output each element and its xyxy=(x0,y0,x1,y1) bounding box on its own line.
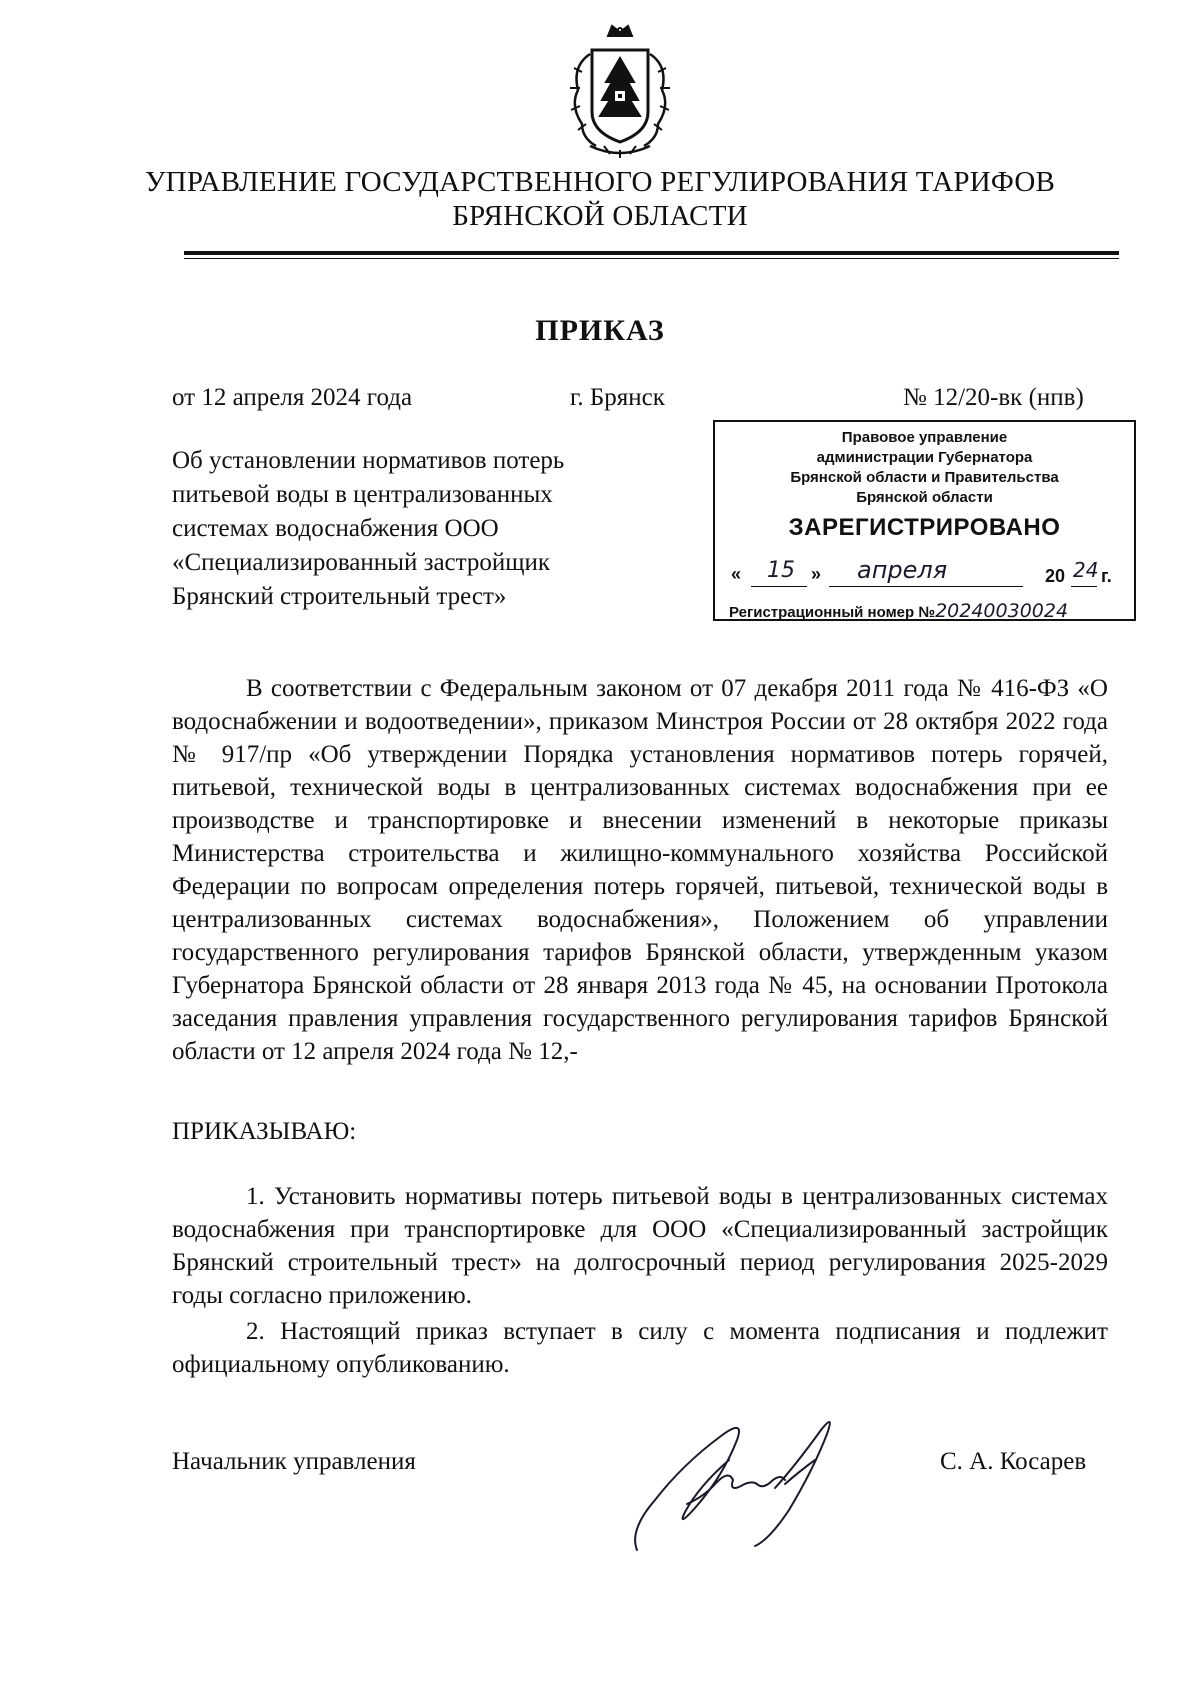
coat-of-arms-icon xyxy=(560,20,680,160)
stamp-quote-close: » xyxy=(811,564,822,584)
stamp-registered-label: ЗАРЕГИСТРИРОВАНО xyxy=(788,514,1061,541)
preamble-paragraph: В соответствии с Федеральным законом от 07 декабря 2011 года № 416-ФЗ «О водоснабжении и водоотведении», приказом Минстроя России от 28 октября 2022 года № 917/пр «Об утверждении Порядка установления нормативов потерь горячей, питьевой, технической воды в централизованных системах водоснабжения при ее производстве и транспортировке и внесении изменений в некоторые приказы Министерства строительства и жилищно-коммунального хозяйства Российской Федерации по вопросам определения потерь горячей, питьевой, технической воды в централизованных системах водоснабжения», Положением об управлении государственного регулирования тарифов Брянской области, утвержденным указом Губернатора Брянской области от 28 января 2013 года № 45, на основании Протокола заседания правления управления государственного регулирования тарифов Брянской области от 12 апреля 2024 года № 12,- xyxy=(172,675,1108,1065)
signatory-position: Начальник управления xyxy=(172,1448,416,1475)
stamp-registration-number: 20240030024 xyxy=(935,600,1069,622)
stamp-year-unit: г. xyxy=(1101,566,1112,586)
stamp-line2: администрации Губернатора xyxy=(816,449,1033,466)
document-title: ПРИКАЗ xyxy=(535,314,665,347)
organization-name-line1: УПРАВЛЕНИЕ ГОСУДАРСТВЕННОГО РЕГУЛИРОВАНИЯ ТАРИФОВ xyxy=(144,166,1056,198)
header-divider-thick xyxy=(184,251,1119,255)
stamp-date-row xyxy=(715,556,1134,590)
stamp-registration-row xyxy=(729,600,1068,622)
stamp-day-underline xyxy=(751,586,807,587)
order-subject: Об установлении нормативов потерь питьевой воды в централизованных системах водоснабжения ООО «Специализированный застройщик Брянский строительный трест» xyxy=(172,447,565,610)
stamp-year-underline xyxy=(1071,586,1097,587)
order-date: от 12 апреля 2024 года xyxy=(172,384,413,411)
stamp-line3: Брянской области и Правительства xyxy=(790,469,1059,486)
stamp-month-underline xyxy=(829,586,1023,587)
signatory-name: С. А. Косарев xyxy=(940,1448,1087,1475)
stamp-month: апреля xyxy=(857,556,948,584)
registration-stamp xyxy=(713,420,1136,621)
stamp-quote-open: « xyxy=(731,564,742,584)
command-word: ПРИКАЗЫВАЮ: xyxy=(172,1118,357,1145)
order-item-2: 2. Настоящий приказ вступает в силу с момента подписания и подлежит официальному опубликованию. xyxy=(172,1318,1108,1378)
stamp-day: 15 xyxy=(767,558,795,583)
order-item-1: 1. Установить нормативы потерь питьевой воды в централизованных системах водоснабжения при транспортировке для ООО «Специализированный застройщик Брянский строительный трест» на долгосрочный период регулирования 2025-2029 годы согласно приложению. xyxy=(172,1183,1108,1309)
order-city: г. Брянск xyxy=(570,384,665,411)
stamp-line1: Правовое управление xyxy=(841,429,1008,446)
stamp-year-prefix: 20 xyxy=(1045,566,1066,586)
organization-name-line2: БРЯНСКОЙ ОБЛАСТИ xyxy=(452,200,748,232)
stamp-line4: Брянской области xyxy=(856,489,993,506)
stamp-registration-label: Регистрационный номер № xyxy=(729,604,936,621)
handwritten-signature xyxy=(625,1400,885,1570)
stamp-year-suffix: 24 xyxy=(1073,558,1099,582)
header-divider-thin xyxy=(184,258,1119,259)
order-number: № 12/20-вк (нпв) xyxy=(903,384,1084,411)
